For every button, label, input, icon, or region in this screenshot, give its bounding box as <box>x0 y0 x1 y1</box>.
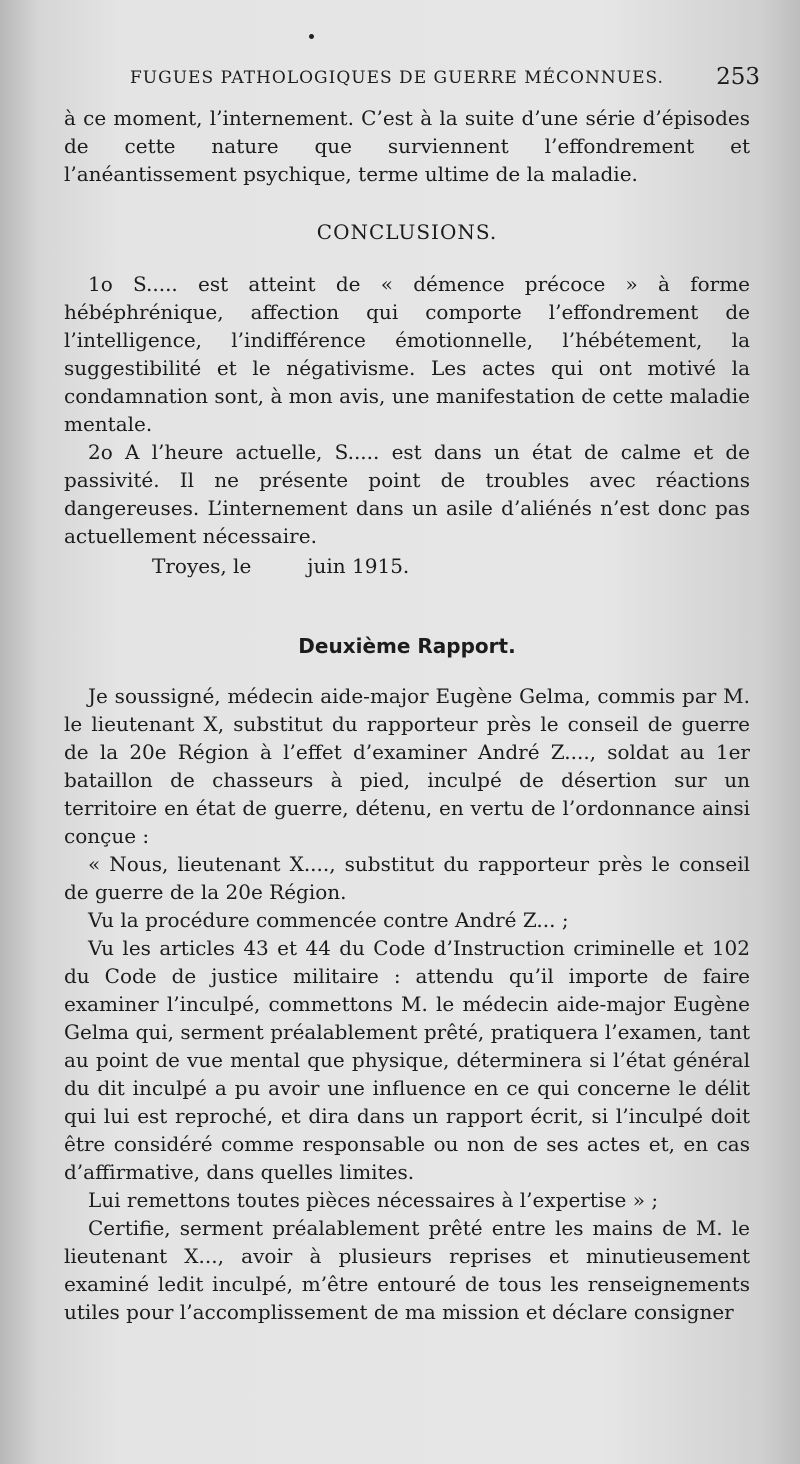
running-header <box>130 64 760 90</box>
page-body <box>64 104 750 1326</box>
report-paragraph-1: Je soussigné, médecin aide-major Eugène Gelma, commis par M. le lieutenant X, substitut du rapporteur près le conseil de guerre de la 20e Région à l’effet d’examiner André Z...., soldat au 1er bataillon de chasseurs à pied, inculpé de désertion sur un territoire en état de guerre, détenu, en vertu de l’ordonnance ainsi conçue : <box>64 684 750 848</box>
date-place: Troyes, le <box>152 554 252 578</box>
conclusion-2: 2o A l’heure actuelle, S..... est dans un état de calme et de passivité. Il ne présente point de troubles avec réactions dangereuses. L’internement dans un asile d’aliénés n’est donc pas actuellement nécessaire. <box>64 440 750 548</box>
report-paragraph-3: Vu la procédure commencée contre André Z... ; <box>88 908 569 932</box>
report-paragraph-6: Certifie, serment préalablement prêté entre les mains de M. le lieutenant X..., avoir à plusieurs reprises et minutieusement examiné ledit inculpé, m’être entouré de tous les renseignements utiles pour l’accomplissement de ma mission et déclare consigner <box>64 1216 750 1324</box>
conclusions-heading: CONCLUSIONS. <box>316 220 498 244</box>
section-heading: Deuxième Rapport. <box>298 634 516 658</box>
running-title: FUGUES PATHOLOGIQUES DE GUERRE MÉCONNUES. <box>130 68 664 88</box>
conclusion-1: 1o S..... est atteint de « démence précoce » à forme hébéphrénique, affection qui comporte l’effondrement de l’intelligence, l’indifférence émotionnelle, l’hébétement, la suggestibilité et le négativisme. Les actes qui ont motivé la condamnation sont, à mon avis, une manifestation de cette maladie mentale. <box>64 272 750 436</box>
report-paragraph-2: « Nous, lieutenant X...., substitut du rapporteur près le conseil de guerre de la 20e Région. <box>64 852 750 904</box>
report-paragraph-5: Lui remettons toutes pièces nécessaires à l’expertise » ; <box>88 1188 659 1212</box>
date-month-year: juin 1915. <box>307 554 410 578</box>
paragraph-continued: à ce moment, l’internement. C’est à la suite d’une série d’épisodes de cette nature que surviennent l’effondrement et l’anéantissement psychique, terme ultime de la maladie. <box>64 106 750 186</box>
date-line <box>64 552 750 580</box>
page-number: 253 <box>716 64 760 90</box>
print-mark <box>309 34 314 39</box>
report-paragraph-4: Vu les articles 43 et 44 du Code d’Instruction criminelle et 102 du Code de justice militaire : attendu qu’il importe de faire examiner l’inculpé, commettons M. le médecin aide-major Eugène Gelma qui, serment préalablement prêté, pratiquera l’examen, tant au point de vue mental que physique, déterminera si l’état général du dit inculpé a pu avoir une influence en ce qui concerne le délit qui lui est reproché, et dira dans un rapport écrit, si l’inculpé doit être considéré comme responsable ou non de ses actes et, en cas d’affirmative, dans quelles limites. <box>64 936 750 1184</box>
